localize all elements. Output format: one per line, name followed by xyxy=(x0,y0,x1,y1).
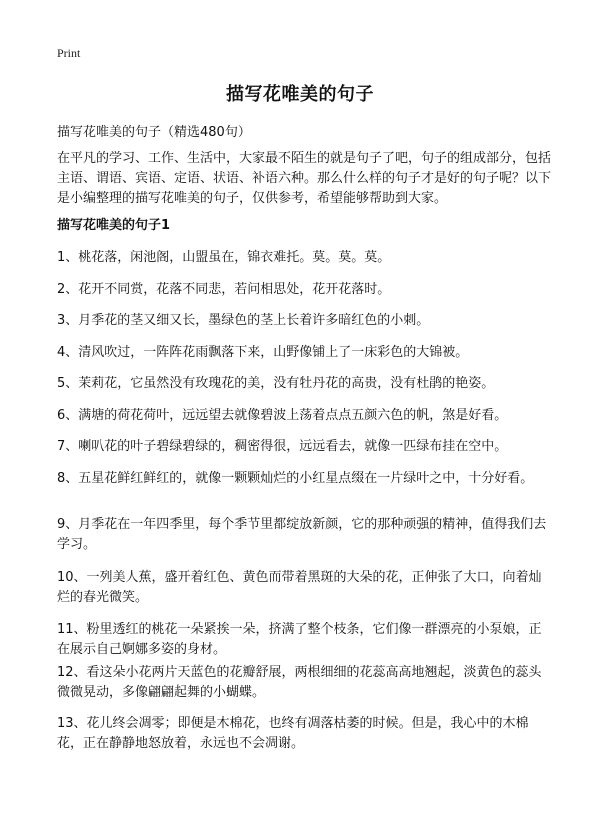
list-item: 13、花儿终会凋零；即便是木棉花，也终有凋落枯萎的时候。但是，我心中的木棉花，正在静静地怒放着，永远也不会凋谢。 xyxy=(57,716,529,751)
list-item: 10、一列美人蕉，盛开着红色、黄色而带着黑斑的大朵的花，正伸张了大口，向着灿烂的春光微笑。 xyxy=(57,570,542,605)
list-item: 11、粉里透红的桃花一朵紧挨一朵，挤满了整个枝条，它们像一群漂亮的小泵娘，正在展示自己婀娜多姿的身材。 xyxy=(57,622,542,657)
page-title: 描写花唯美的句子 xyxy=(226,84,374,105)
list-item: 7、喇叭花的叶子碧绿碧绿的，稠密得很，远远看去，就像一匹绿布挂在空中。 xyxy=(57,439,508,454)
list-item: 6、满塘的荷花荷叶，远远望去就像碧波上荡着点点五颜六色的帆，煞是好看。 xyxy=(57,408,508,423)
list-item: 1、桃花落，闲池阁，山盟虽在，锦衣难托。莫。莫。莫。 xyxy=(57,250,391,265)
list-item: 8、五星花鲜红鲜红的，就像一颗颗灿烂的小红星点缀在一片绿叶之中，十分好看。 xyxy=(57,471,534,486)
list-item: 2、花开不同赏，花落不同悲，若问相思处，花开花落时。 xyxy=(57,282,391,297)
list-item: 12、看这朵小花两片天蓝色的花瓣舒展，两根细细的花蕊高高地翘起，淡黄色的蕊头微微晃动，多像翩翩起舞的小蝴蝶。 xyxy=(57,665,542,700)
section-heading: 描写花唯美的句子1 xyxy=(57,218,171,233)
intro-paragraph: 在平凡的学习、工作、生活中，大家最不陌生的就是句子了吧，句子的组成部分，包括主语、谓语、宾语、定语、状语、补语六种。那么什么样的句子才是好的句子呢？以下是小编整理的描写花唯美的句子，仅供参考，希望能够帮助到大家。 xyxy=(57,151,552,206)
page-subtitle: 描写花唯美的句子（精选480句） xyxy=(57,125,251,140)
list-item: 9、月季花在一年四季里，每个季节里都绽放新颜，它的那种顽强的精神，值得我们去学习。 xyxy=(57,517,547,552)
list-item: 4、清风吹过，一阵阵花雨飘落下来，山野像铺上了一床彩色的大锦被。 xyxy=(57,345,469,360)
print-label: Print xyxy=(57,46,81,60)
list-item: 5、茉莉花，它虽然没有玫瑰花的美，没有牡丹花的高贵，没有杜鹃的艳姿。 xyxy=(57,376,495,391)
list-item: 3、月季花的茎又细又长，墨绿色的茎上长着许多暗红色的小刺。 xyxy=(57,313,430,328)
